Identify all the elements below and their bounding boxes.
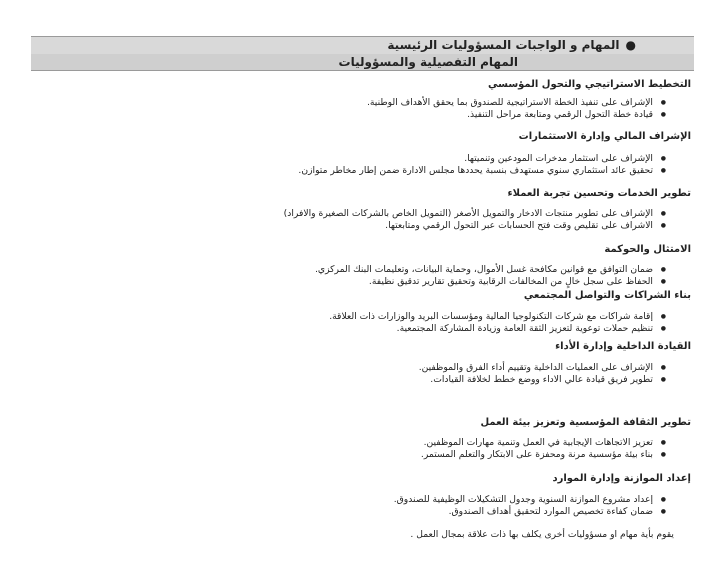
- section-title: بناء الشراكات والتواصل المجتمعي: [523, 290, 691, 301]
- section-title: إعداد الموازنة وإدارة الموارد: [552, 473, 691, 484]
- section-title: التخطيط الاستراتيجي والتحول المؤسسي: [488, 79, 691, 90]
- section-list: [421, 437, 691, 460]
- section-list: [394, 494, 691, 517]
- list-item: ● ضمان كفاءة تخصيص الموارد لتحقيق أهداف الصندوق.: [394, 506, 691, 518]
- section-list: [367, 97, 691, 120]
- list-item: ● إقامة شراكات مع شركات التكنولوجيا المالية ومؤسسات البريد والوزارات ذات العلاقة.: [329, 311, 691, 323]
- list-item: ● قيادة خطة التحول الرقمي ومتابعة مراحل التنفيذ.: [367, 109, 691, 121]
- section-list: [419, 362, 691, 385]
- main-header-bar: [31, 36, 694, 55]
- list-item: ● تطوير فريق قيادة عالي الاداء ووضع خطط لخلافة القيادات.: [419, 374, 691, 386]
- section-title: تطوير الثقافة المؤسسية وتعزيز بيئة العمل: [480, 417, 691, 428]
- list-item: ● الاشراف على تقليص وقت فتح الحسابات عبر التحول الرقمي ومتابعتها.: [284, 220, 691, 232]
- list-item: ● تحقيق عائد استثماري سنوي مستهدف بنسبة يحددها مجلس الادارة ضمن إطار مخاطر متوازن.: [298, 165, 691, 177]
- list-item: ● الإشراف على العمليات الداخلية وتقييم أداء الفرق والموظفين.: [419, 362, 691, 374]
- section-list: [298, 153, 691, 176]
- section-list: [329, 311, 691, 334]
- sub-header-bar: [31, 54, 694, 71]
- section-list: [315, 264, 691, 287]
- bullet-icon: ●: [625, 38, 636, 52]
- list-item: ● بناء بيئة مؤسسية مرنة ومحفزة على الابتكار والتعلم المستمر.: [421, 449, 691, 461]
- section-title: تطوير الخدمات وتحسين تجربة العملاء: [507, 188, 691, 199]
- list-item: ● الإشراف على تنفيذ الخطة الاستراتيجية للصندوق بما يحقق الأهداف الوطنية.: [367, 97, 691, 109]
- list-item: ● تنظيم حملات توعوية لتعزيز الثقة العامة وزيادة المشاركة المجتمعية.: [329, 323, 691, 335]
- list-item: ● الحفاظ على سجل خالٍ من المخالفات الرقابية وتحقيق تقارير تدقيق نظيفة.: [315, 276, 691, 288]
- sub-header-title: المهام التفصيلية والمسؤوليات: [338, 55, 518, 69]
- list-item: ● الإشراف على تطوير منتجات الادخار والتمويل الأصغر (التمويل الخاص بالشركات الصغيرة والافراد): [284, 208, 691, 220]
- section-list: [284, 208, 691, 231]
- list-item: ● تعزيز الاتجاهات الإيجابية في العمل وتنمية مهارات الموظفين.: [421, 437, 691, 449]
- list-item: ● إعداد مشروع الموازنة السنوية وجدول التشكيلات الوظيفية للصندوق.: [394, 494, 691, 506]
- list-item: ● ضمان التوافق مع قوانين مكافحة غسل الأموال، وحماية البيانات، وتعليمات البنك المركزي.: [315, 264, 691, 276]
- section-title: الإشراف المالي وإدارة الاستثمارات: [518, 131, 691, 142]
- section-title: القيادة الداخلية وإدارة الأداء: [555, 341, 691, 352]
- section-title: الامتثال والحوكمة: [604, 244, 691, 255]
- list-item: ● الإشراف على استثمار مدخرات المودعين وتنميتها.: [298, 153, 691, 165]
- main-header-title: المهام و الواجبات المسؤوليات الرئيسية: [387, 38, 620, 52]
- footer-note: يقوم بأية مهام او مسؤوليات أخرى يكلف بها ذات علاقة بمجال العمل .: [410, 529, 674, 540]
